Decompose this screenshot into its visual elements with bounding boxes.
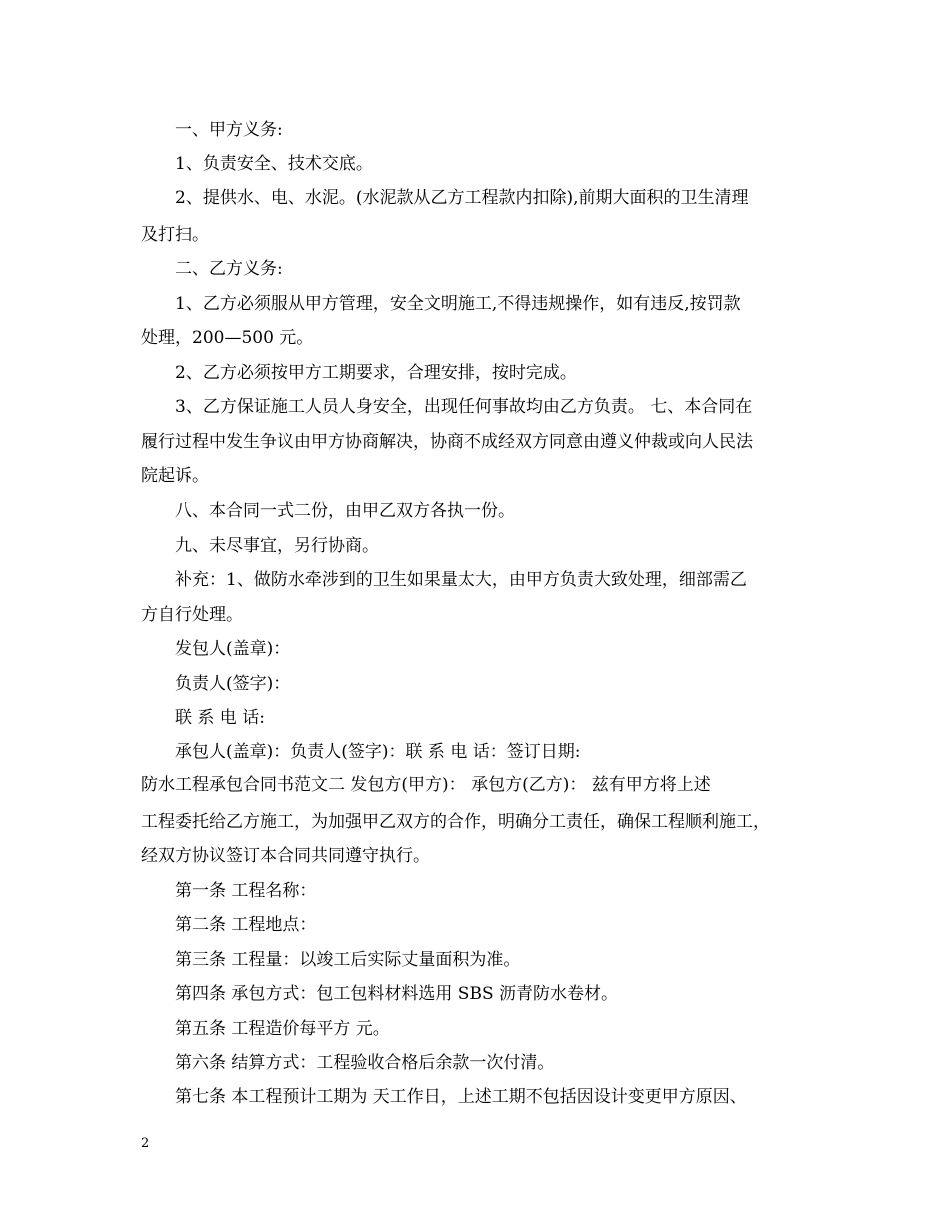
text-line: 补充：1、做防水牵涉到的卫生如果量太大，由甲方负责大致处理，细部需乙 [175, 570, 747, 590]
text-line: 1、负责安全、技术交底。 [175, 154, 373, 174]
text-line: 发包人(盖章)： [175, 639, 291, 659]
text-line: 工程委托给乙方施工，为加强甲乙双方的合作，明确分工责任，确保工程顺利施工， [141, 812, 770, 832]
text-line: 处理，200—500 元。 [141, 328, 314, 348]
text-line: 联 系 电 话: [175, 708, 265, 728]
text-line: 二、乙方义务: [175, 259, 283, 279]
text-line: 方自行处理。 [141, 605, 243, 625]
text-line: 1、乙方必须服从甲方管理，安全文明施工,不得违规操作，如有违反,按罚款 [175, 294, 741, 314]
text-line: 第五条 工程造价每平方 元。 [175, 1019, 390, 1039]
page-number: 2 [141, 1136, 150, 1151]
text-line: 第二条 工程地点： [175, 915, 317, 935]
text-line: 第一条 工程名称： [175, 881, 317, 901]
text-line: 履行过程中发生争议由甲方协商解决，协商不成经双方同意由遵义仲裁或向人民法 [141, 432, 753, 452]
text-line: 一、甲方义务: [175, 120, 283, 140]
text-line: 八、本合同一式二份，由甲乙双方各执一份。 [175, 501, 515, 521]
text-line: 第六条 结算方式：工程验收合格后余款一次付清。 [175, 1053, 555, 1073]
text-line: 第三条 工程量：以竣工后实际丈量面积为准。 [175, 950, 521, 970]
text-line: 九、未尽事宜，另行协商。 [175, 536, 379, 556]
text-line: 3、乙方保证施工人员人身安全，出现任何事故均由乙方负责。 七、本合同在 [175, 397, 753, 417]
text-line: 2、乙方必须按甲方工期要求，合理安排，按时完成。 [175, 363, 577, 383]
text-line: 承包人(盖章)：负责人(签字)：联 系 电 话：签订日期: [175, 742, 581, 762]
text-line: 经双方协议签订本合同共同遵守执行。 [141, 846, 430, 866]
text-line: 及打扫。 [141, 225, 209, 245]
text-line: 负责人(签字)： [175, 674, 291, 694]
text-line: 第七条 本工程预计工期为 天工作日，上述工期不包括因设计变更甲方原因、 [175, 1087, 747, 1107]
text-line: 防水工程承包合同书范文二 发包方(甲方)： 承包方(乙方)： 兹有甲方将上述 [141, 775, 711, 795]
text-line: 第四条 承包方式：包工包料材料选用 SBS 沥青防水卷材。 [175, 984, 618, 1004]
text-line: 院起诉。 [141, 466, 209, 486]
text-line: 2、提供水、电、水泥。(水泥款从乙方工程款内扣除),前期大面积的卫生清理 [175, 188, 749, 208]
